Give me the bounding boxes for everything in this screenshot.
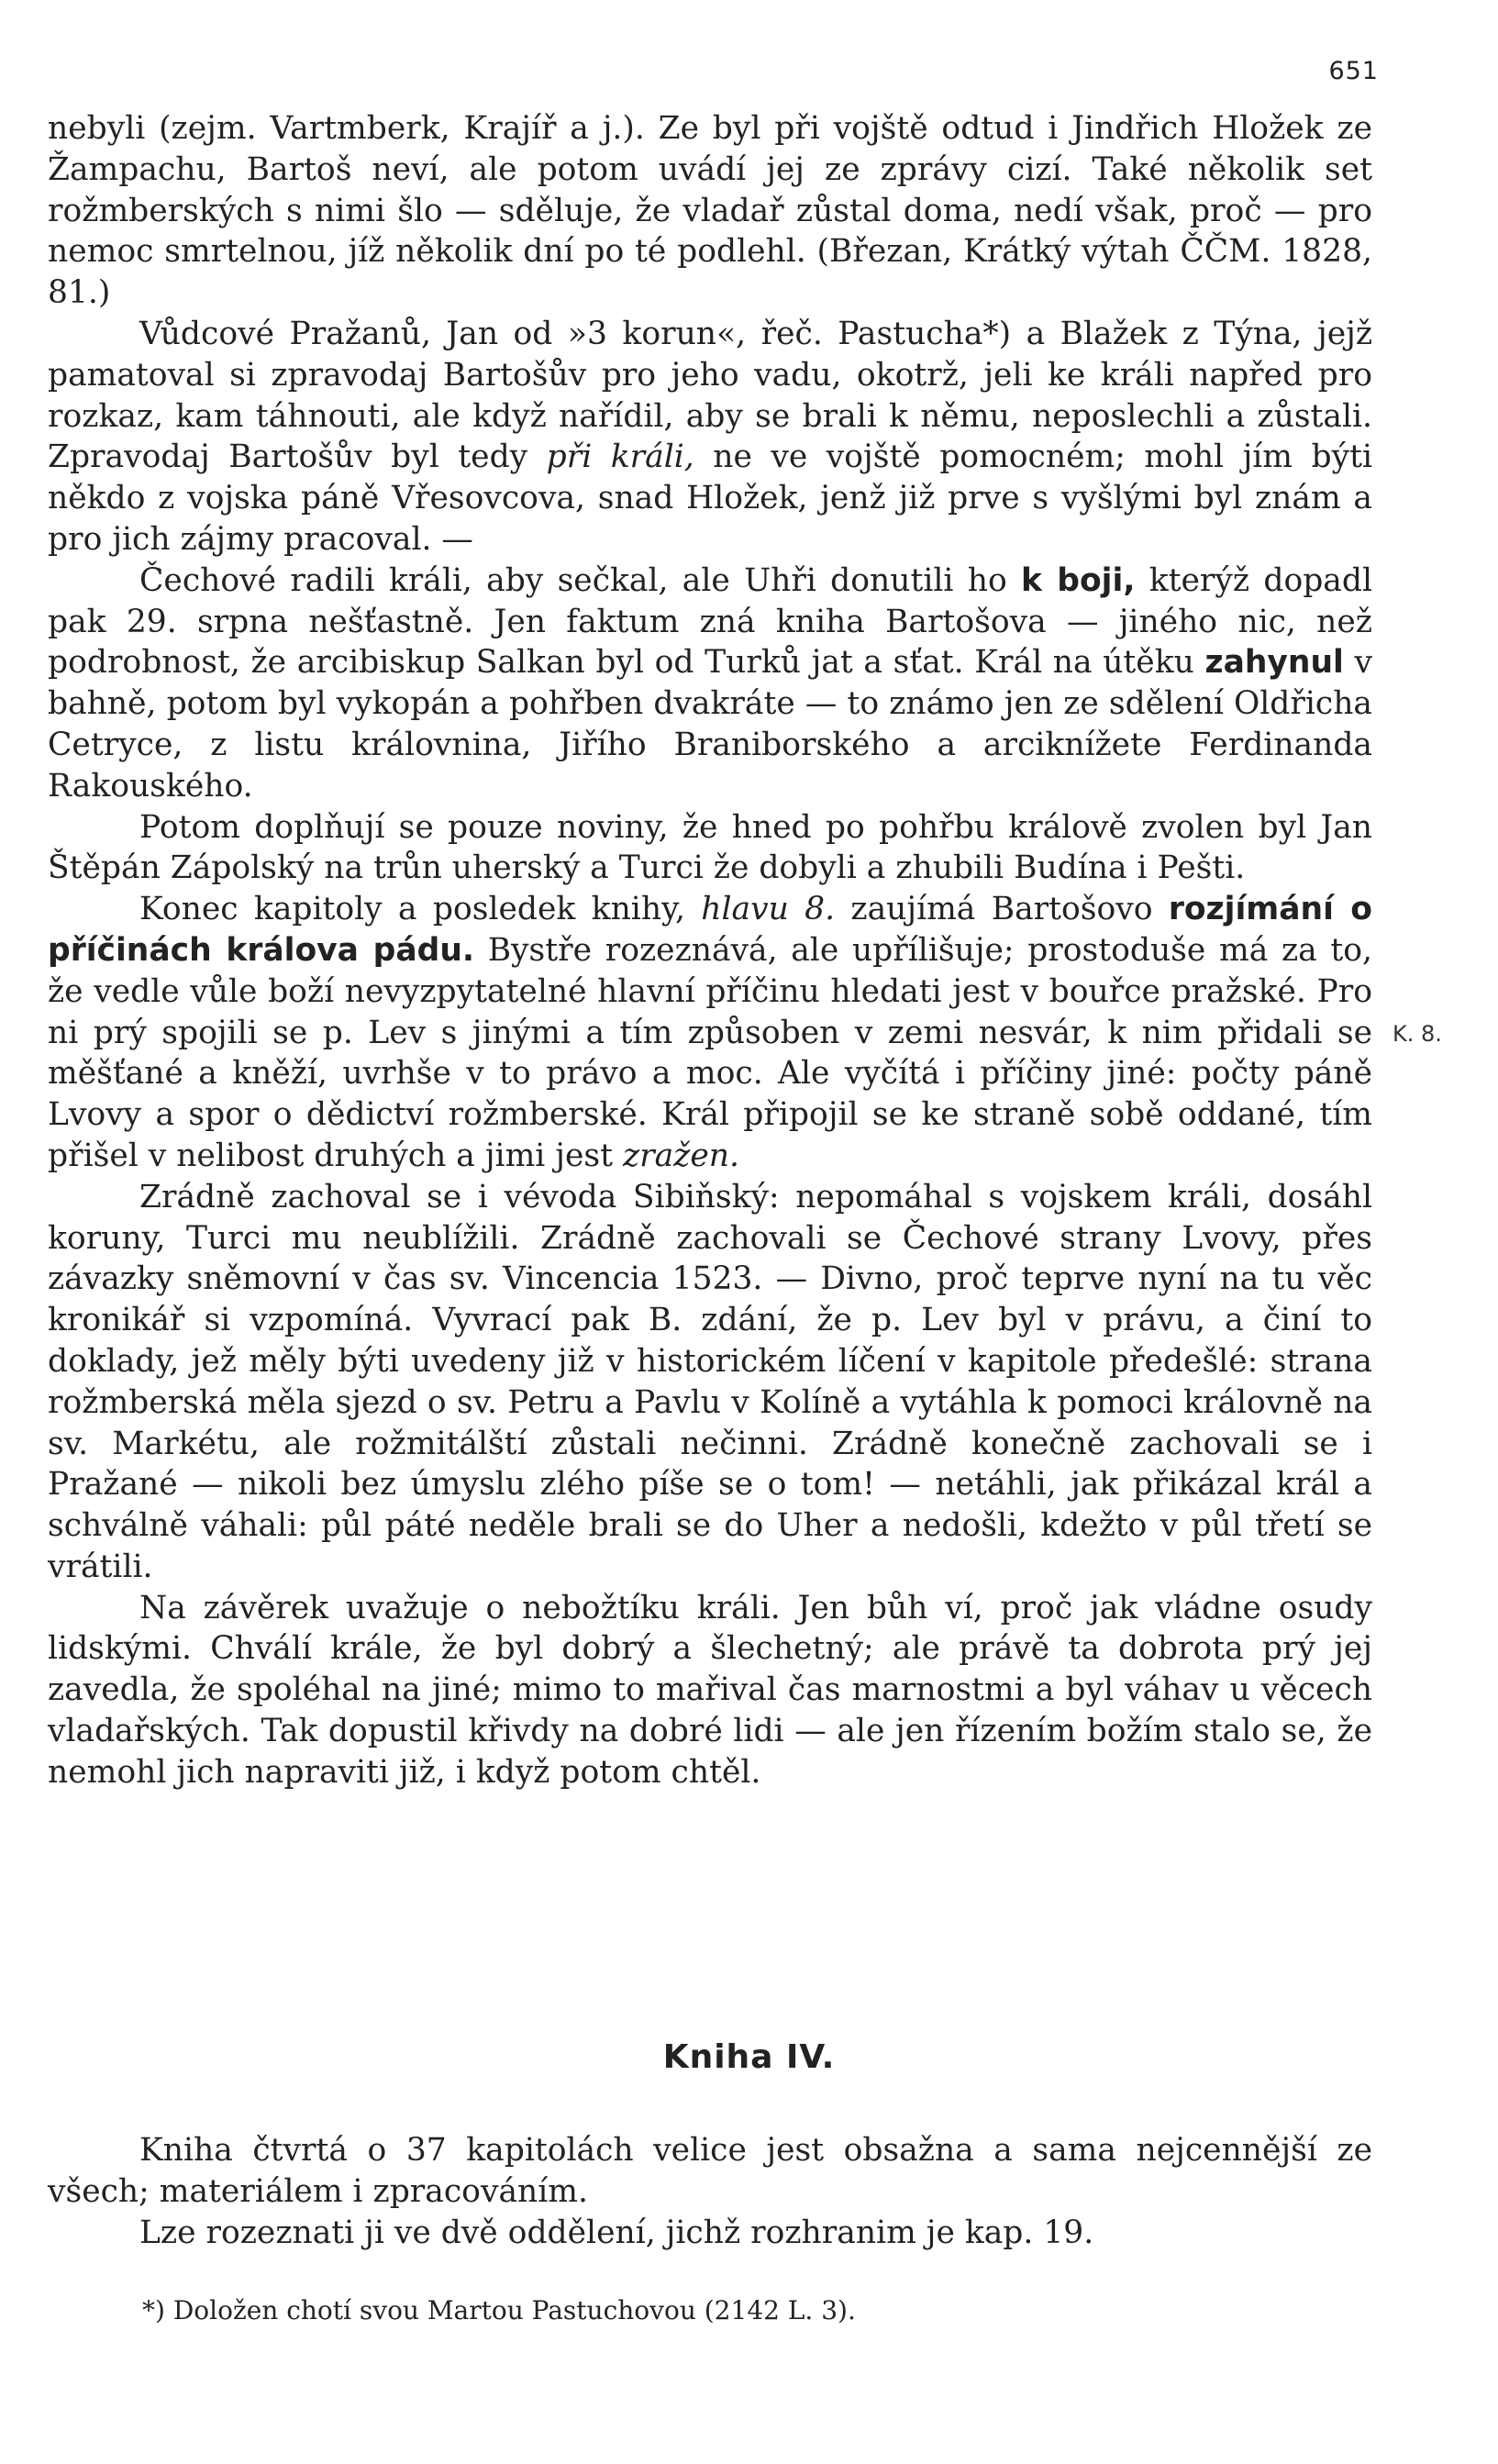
page-number: 651 (1328, 57, 1379, 85)
margin-note: K. 8. (1393, 1021, 1442, 1047)
section-heading: Kniha IV. (662, 2038, 836, 2076)
paragraph-text: v bahně, potom byl vykopán a pohřben dvakráte — to známo jen ze sdělení Oldřicha Cetryce, z listu královnina, Jiřího Braniborského a arciknížete Ferdinanda Rakouského. (48, 644, 1372, 805)
paragraph (48, 807, 1372, 890)
paragraph-text: kterýž dopadl pak 29. srpna nešťastně. Jen faktum zná kniha Bartošova — jiného nic, než podrobnost, že arcibiskup Salkan byl od Turků jat a sťat. Král na útěku (48, 561, 1372, 682)
paragraph-text: zaujímá Bartošovo (835, 891, 1169, 928)
paragraph-text: Vůdcové Pražanů, Jan od »3 korun«, řeč. Pastucha*) a Blažek z Týna, jejž pamatoval si zpravodaj Bartošův pro jeho vadu, okotrž, jeli ke králi napřed pro rozkaz, kam táhnouti, ale když nařídil, aby se brali k němu, neposlechli a zůstali. Zpravodaj Bartošův byl tedy (48, 315, 1372, 476)
body-text (48, 108, 1372, 1793)
paragraph-text: Čechové radili králi, aby sečkal, ale Uhři donutili ho (139, 561, 1022, 599)
paragraph-text: nebyli (zejm. Vartmberk, Krajíř a j.). Ze byl při vojště odtud i Jindřich Hložek ze Žampachu, Bartoš neví, ale potom uvádí jej ze zprávy cizí. Také několik set rožmberských s nimi šlo — sděluje, že vladař zůstal doma, nedí však, proč — pro nemoc smrtelnou, jíž několik dní po té podlehl. (Březan, Krátký výtah ČČM. 1828, 81.) (48, 110, 1372, 312)
paragraph-text: Na závěrek uvažuje o nebožtíku králi. Jen bůh ví, proč jak vládne osudy lidskými. Chválí krále, že byl dobrý a šlechetný; ale právě ta dobrota prý jej zavedla, že spoléhal na jiné; mimo to mařival čas marnostmi a byl váhav u věcech vladařských. Tak dopustil křivdy na dobré lidi — ale jen řízením božím stalo se, že nemohl jich napraviti již, i když potom chtěl. (48, 1589, 1372, 1791)
paragraph-text: Kniha čtvrtá o 37 kapitolách velice jest obsažna a sama nejcennější ze všech; materiálem i zpracováním. (48, 2132, 1372, 2210)
paragraph-text: Konec kapitoly a posledek knihy, (139, 891, 702, 928)
paragraph (48, 2130, 1372, 2213)
paragraph (48, 1588, 1372, 1793)
bold-emphasis: zahynul (1204, 644, 1344, 682)
italic-emphasis: hlavu 8. (701, 891, 836, 928)
paragraph-text: Zrádně zachoval se i vévoda Sibiňský: nepomáhal s vojskem králi, dosáhl koruny, Turci mu neublížili. Zrádně zachovali se Čechové strany Lvovy, přes závazky sněmovní v čas sv. Vincencia 1523. — Divno, proč teprve nyní na tu věc kronikář si vzpomíná. Vyvrací pak B. zdání, že p. Lev byl v právu, a činí to doklady, jež měly býti uvedeny již v historickém líčení v kapitole předešlé: strana rožmberská měla sjezd o sv. Petru a Pavlu v Kolíně a vytáhla k pomoci královně na sv. Markétu, ale rožmitálští zůstali nečinni. Zrádně konečně zachovali se i Pražané — nikoli bez úmyslu zlého píše se o tom! — netáhli, jak přikázal král a schválně váhali: půl páté neděle brali se do Uher a nedošli, kdežto v půl třetí se vrátili. (48, 1178, 1372, 1585)
paragraph (48, 2213, 1372, 2254)
paragraph (48, 108, 1372, 314)
paragraph-text: Potom doplňují se pouze noviny, že hned po pohřbu králově zvolen byl Jan Štěpán Zápolský na trůn uherský a Turci že dobyli a zhubili Budína i Pešti. (48, 808, 1372, 887)
bold-emphasis: rozjímání o příčinách králova pádu. (48, 891, 1372, 969)
paragraph-text: Lze rozeznati ji ve dvě oddělení, jichž rozhranim je kap. 19. (139, 2214, 1094, 2251)
book4-text (48, 2130, 1372, 2253)
bold-emphasis: k boji, (1021, 561, 1136, 599)
italic-emphasis: zražen. (622, 1137, 739, 1174)
paragraph-text: ne ve vojště pomocném; mohl jím býti někdo z vojska páně Vřesovcova, snad Hložek, jenž již prve s vyšlými byl znám a pro jich zájmy pracoval. — (48, 438, 1372, 558)
footnote: *) Doložen chotí svou Martou Pastuchovou (2142 L. 3). (142, 2295, 856, 2325)
paragraph (48, 1177, 1372, 1588)
paragraph-text: Bystře rozeznává, ale upřílišuje; prostoduše má za to, že vedle vůle boží nevyzpytatelné hlavní příčinu hledati jest v bouřce pražské. Pro ni prý spojili se p. Lev s jinými a tím způsoben v zemi nesvár, k nim přidali se měšťané a kněží, uvrhše v to právo a moc. Ale vyčítá i příčiny jiné: počty páně Lvovy a spor o dědictví rožmberské. Král připojil se ke straně sobě oddané, tím přišel v nelibost druhých a jimi jest (48, 931, 1372, 1174)
paragraph (48, 889, 1372, 1177)
paragraph (48, 561, 1372, 807)
paragraph (48, 314, 1372, 561)
italic-emphasis: při králi, (546, 438, 694, 476)
